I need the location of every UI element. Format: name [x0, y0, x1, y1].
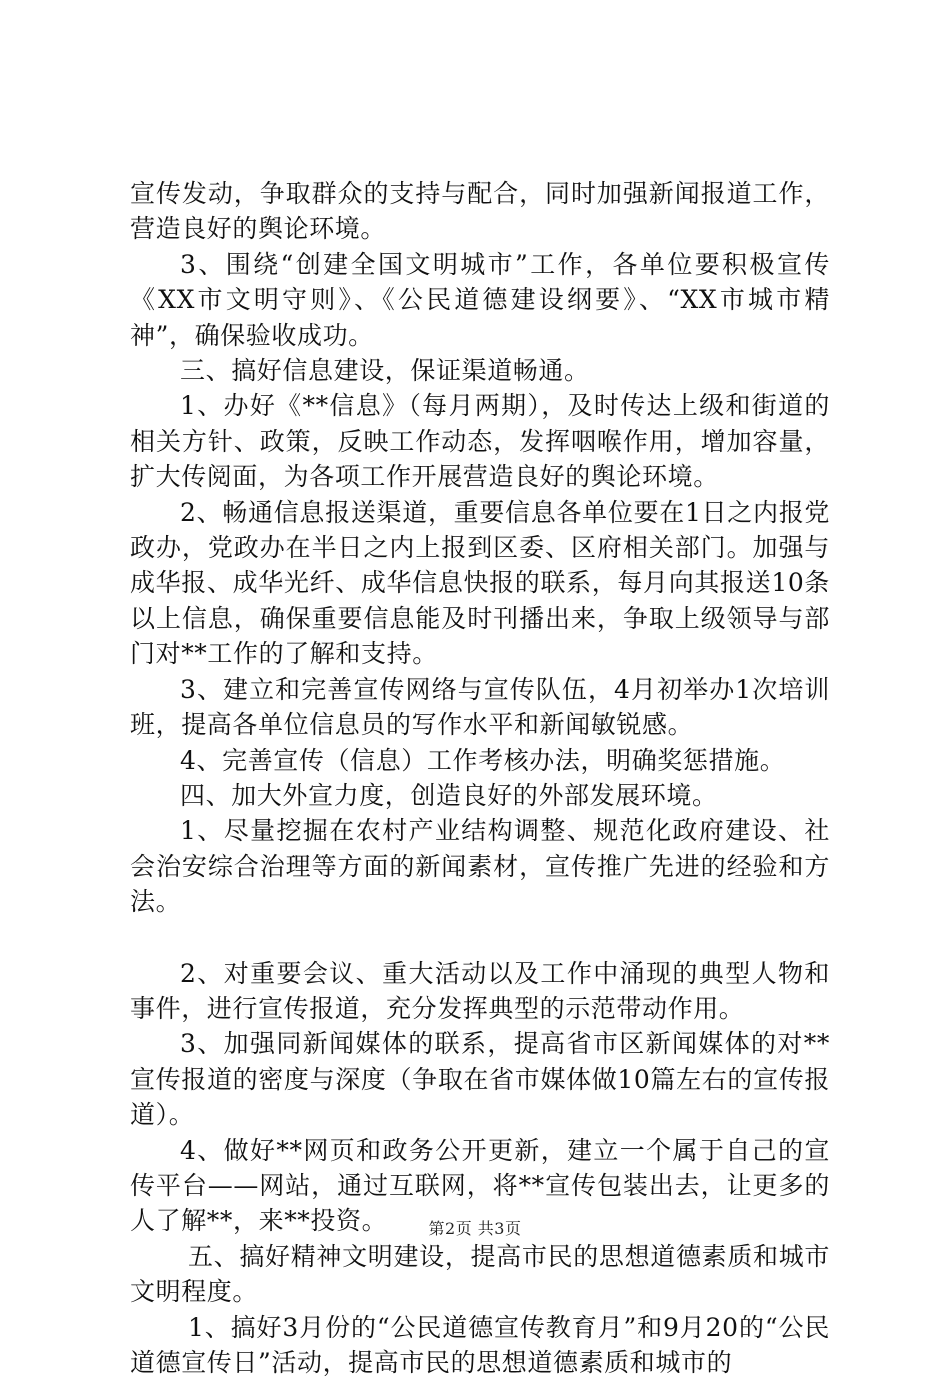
paragraph-item-3-network: 3、建立和完善宣传网络与宣传队伍，4月初举办1次培训班，提高各单位信息员的写作水平和新闻敏锐感。 [130, 674, 830, 740]
paragraph-item-1-info-bulletin: 1、办好《**信息》（每月两期），及时传达上级和街道的相关方针、政策，反映工作动态，发挥咽喉作用，增加容量，扩大传阅面，为各项工作开展营造良好的舆论环境。 [130, 391, 830, 492]
paragraph-item-3-civilized-city: 3、围绕“创建全国文明城市”工作，各单位要积极宣传《XX市文明守则》、《公民道德建设纲要》、“XX市城市精神”，确保验收成功。 [130, 249, 830, 350]
page-number-footer: 第2页 共3页 [428, 1219, 522, 1238]
paragraph-item-4-website: 4、做好**网页和政务公开更新，建立一个属于自己的宣传平台——网站，通过互联网，将**宣传包装出去，让更多的人了解**，来**投资。 [130, 1135, 830, 1236]
paragraph-item-2-info-channels: 2、畅通信息报送渠道，重要信息各单位要在1日之内报党政办，党政办在半日之内上报到区委、区府相关部门。加强与成华报、成华光纤、成华信息快报的联系，每月向其报送10条以上信息，确保重要信息能及时刊播出来，争取上级领导与部门对**工作的了解和支持。 [130, 497, 830, 669]
document-body [130, 176, 830, 1380]
paragraph-continuation: 宣传发动，争取群众的支持与配合，同时加强新闻报道工作，营造良好的舆论环境。 [130, 179, 830, 244]
paragraph-item-4-assessment: 4、完善宣传（信息）工作考核办法，明确奖惩措施。 [180, 745, 786, 775]
paragraph-item-3-media-contact: 3、加强同新闻媒体的联系，提高省市区新闻媒体的对**宣传报道的密度与深度（争取在省市媒体做10篇左右的宣传报道）。 [130, 1029, 830, 1130]
paragraph-gap [130, 920, 830, 956]
section-heading-4: 四、加大外宣力度，创造良好的外部发展环境。 [180, 780, 718, 810]
paragraph-item-1-news-material: 1、尽量挖掘在农村产业结构调整、规范化政府建设、社会治安综合治理等方面的新闻素材，宣传推广先进的经验和方法。 [130, 816, 830, 917]
paragraph-item-2-typical-reports: 2、对重要会议、重大活动以及工作中涌现的典型人物和事件，进行宣传报道，充分发挥典型的示范带动作用。 [130, 958, 830, 1023]
paragraph-item-1-morality-month: 1、搞好3月份的“公民道德宣传教育月”和9月20的“公民道德宣传日”活动，提高市民的思想道德素质和城市的 [130, 1312, 830, 1377]
section-heading-5: 五、搞好精神文明建设，提高市民的思想道德素质和城市文明程度。 [130, 1241, 830, 1307]
section-heading-3: 三、搞好信息建设，保证渠道畅通。 [180, 356, 590, 386]
